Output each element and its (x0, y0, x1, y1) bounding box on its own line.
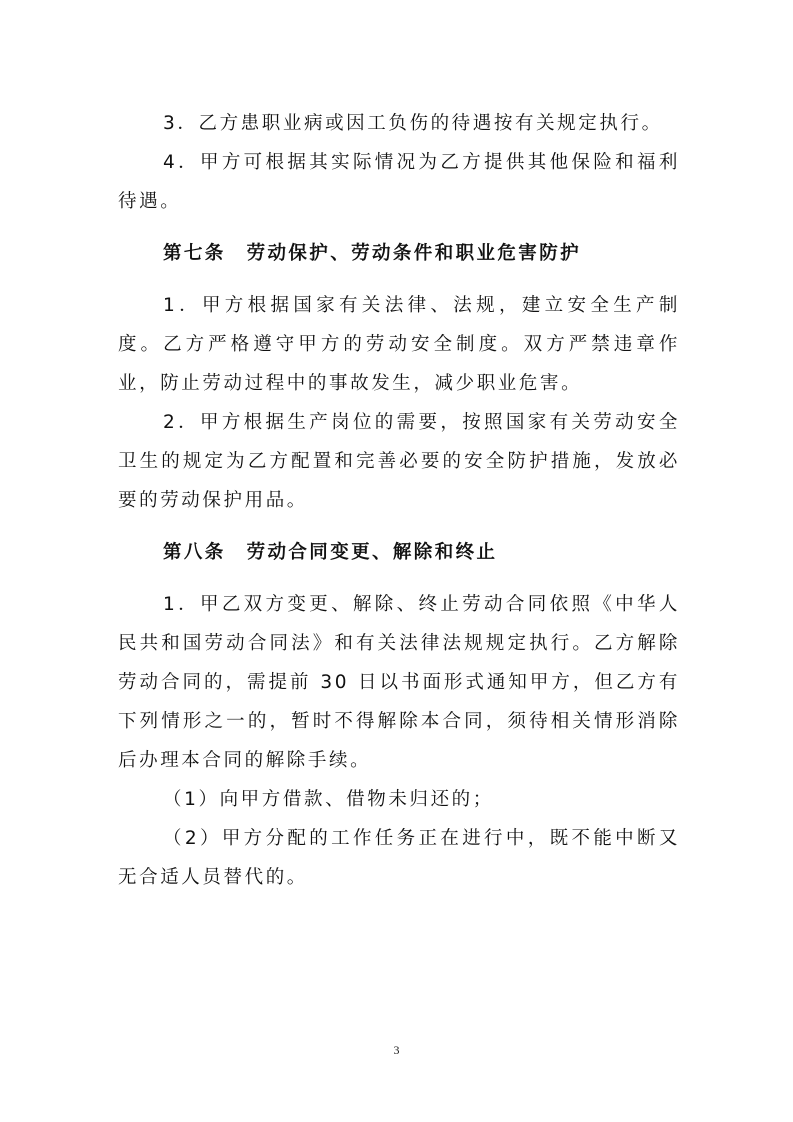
page-number: 3 (393, 1043, 400, 1057)
document-body (118, 104, 680, 897)
paragraph-occupational-disease: 3．乙方患职业病或因工负伤的待遇按有关规定执行。 (163, 113, 663, 134)
article-7-paragraph-2: 2．甲方根据生产岗位的需要，按照国家有关劳动安全卫生的规定为乙方配置和完善必要的安全防护措施，发放必要的劳动保护用品。 (118, 412, 680, 511)
paragraph-other-insurance: 4．甲方可根据其实际情况为乙方提供其他保险和福利待遇。 (118, 152, 680, 212)
article-8-item-1: （1）向甲方借款、借物未归还的； (163, 789, 494, 810)
article-8-paragraph-1: 1．甲乙双方变更、解除、终止劳动合同依照《中华人民共和国劳动合同法》和有关法律法规规定执行。乙方解除劳动合同的，需提前 30 日以书面形式通知甲方，但乙方有下列情形之一的，暂时不得解除本合同，须待相关情形消除后办理本合同的解除手续。 (118, 594, 680, 771)
article-7-heading: 第七条 劳动保护、劳动条件和职业危害防护 (163, 243, 582, 264)
article-8-item-2: （2）甲方分配的工作任务正在进行中，既不能中断又无合适人员替代的。 (118, 828, 680, 888)
article-7-paragraph-1: 1．甲方根据国家有关法律、法规，建立安全生产制度。乙方严格遵守甲方的劳动安全制度。双方严禁违章作业，防止劳动过程中的事故发生，减少职业危害。 (118, 295, 680, 394)
article-8-heading: 第八条 劳动合同变更、解除和终止 (163, 542, 498, 563)
